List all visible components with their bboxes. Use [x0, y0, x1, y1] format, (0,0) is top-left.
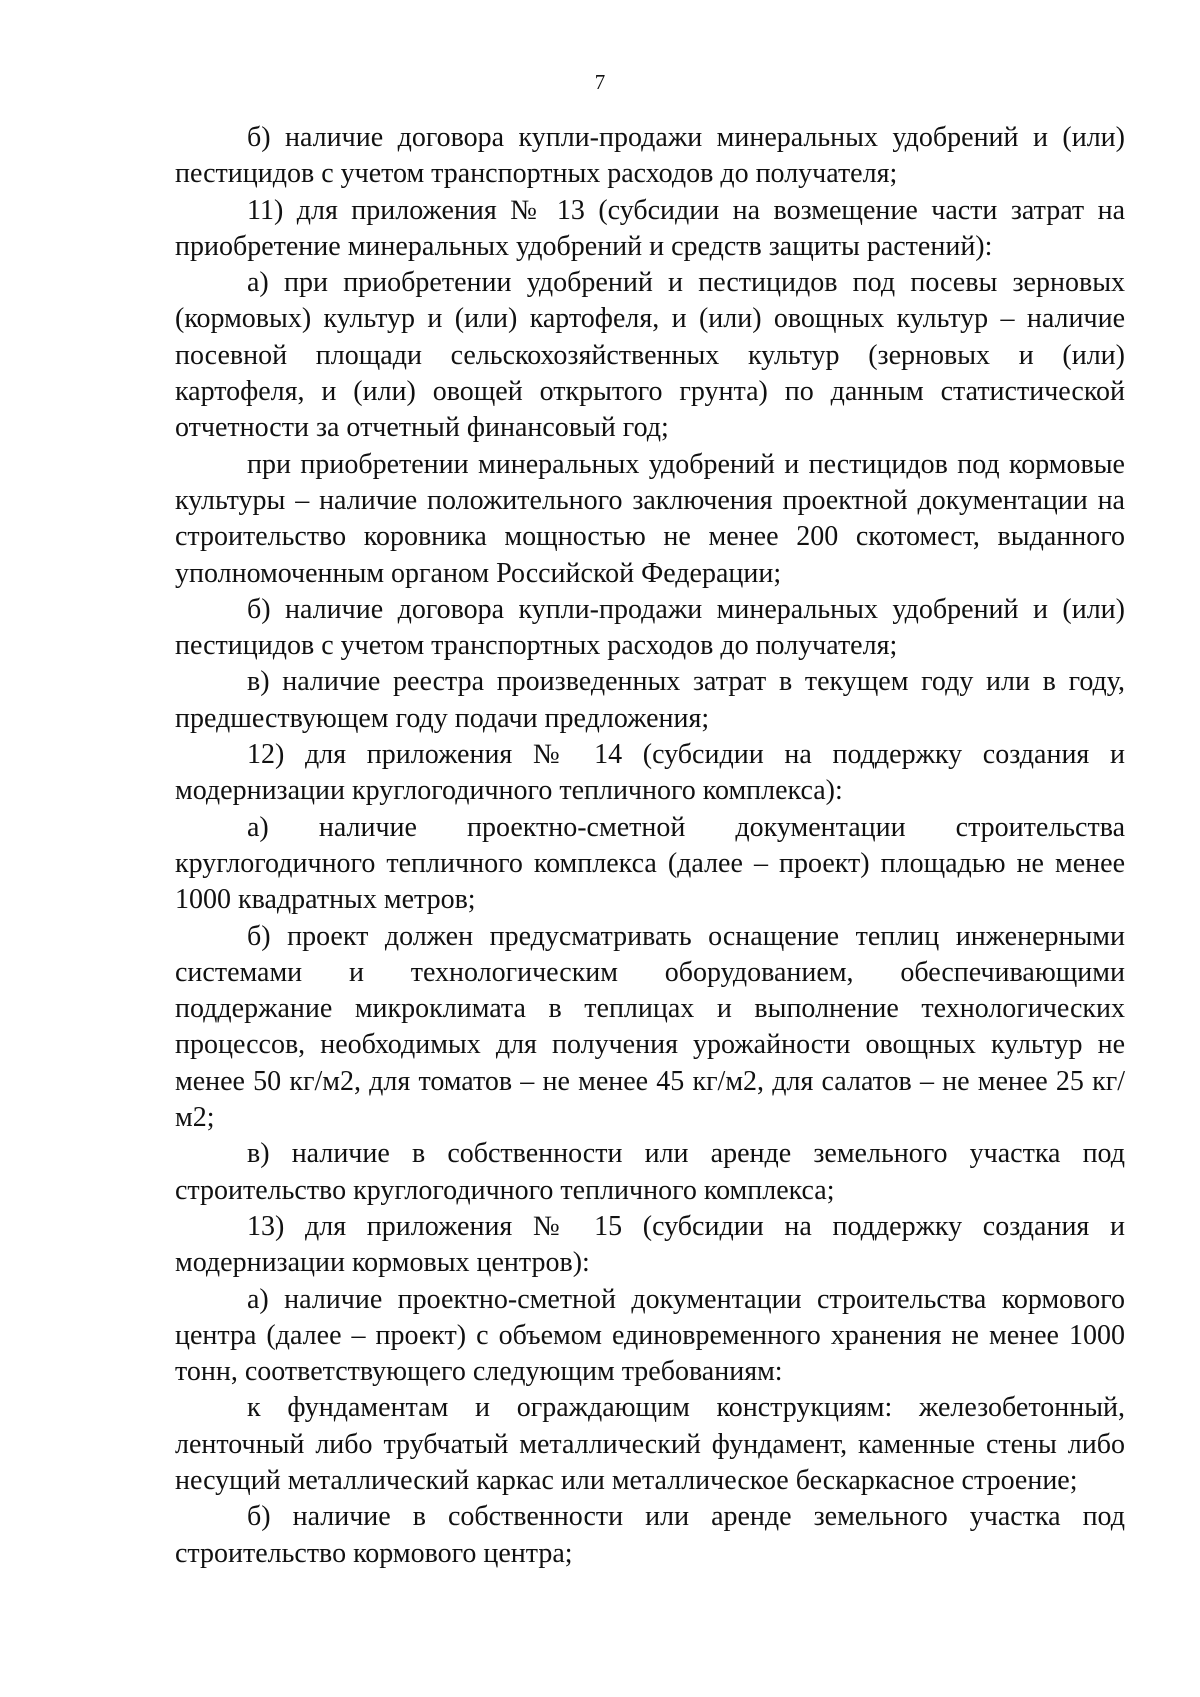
paragraph-6: в) наличие реестра произведенных затрат в текущем году или в году, предшествующем году подачи предложения;	[175, 666, 1125, 734]
document-body	[175, 120, 1125, 1572]
paragraph-2: 11) для приложения № 13 (субсидии на возмещение части затрат на приобретение минеральных удобрений и средств защиты растений):	[175, 194, 1125, 262]
paragraph-9: б) проект должен предусматривать оснащение теплиц инженерными системами и технологическим оборудованием, обеспечивающими поддержание микроклимата в теплицах и выполнение технологических процессов, необходимых для получения урожайности овощных культур не менее 50 кг/м2, для томатов – не менее 45 кг/м2, для салатов – не менее 25 кг/м2;	[175, 920, 1125, 1134]
page-number: 7	[594, 70, 606, 94]
paragraph-13: к фундаментам и ограждающим конструкциям: железобетонный, ленточный либо трубчатый металлический фундамент, каменные стены либо несущий металлический каркас или металлическое бескаркасное строение;	[175, 1392, 1125, 1496]
paragraph-7: 12) для приложения № 14 (субсидии на поддержку создания и модернизации круглогодичного тепличного комплекса):	[175, 739, 1125, 807]
paragraph-1: б) наличие договора купли-продажи минеральных удобрений и (или) пестицидов с учетом транспортных расходов до получателя;	[175, 122, 1125, 190]
paragraph-10: в) наличие в собственности или аренде земельного участка под строительство круглогодичного тепличного комплекса;	[175, 1138, 1125, 1206]
paragraph-11: 13) для приложения № 15 (субсидии на поддержку создания и модернизации кормовых центров):	[175, 1210, 1125, 1279]
paragraph-8: а) наличие проектно-сметной документации строительства круглогодичного тепличного комплекса (далее – проект) площадью не менее 1000 квадратных метров;	[175, 811, 1125, 916]
paragraph-5: б) наличие договора купли-продажи минеральных удобрений и (или) пестицидов с учетом транспортных расходов до получателя;	[175, 593, 1125, 662]
paragraph-12: а) наличие проектно-сметной документации строительства кормового центра (далее – проект) с объемом единовременного хранения не менее 1000 тонн, соответствующего следующим требованиям:	[175, 1283, 1125, 1388]
paragraph-14: б) наличие в собственности или аренде земельного участка под строительство кормового центра;	[175, 1501, 1125, 1569]
paragraph-4: при приобретении минеральных удобрений и пестицидов под кормовые культуры – наличие положительного заключения проектной документации на строительство коровника мощностью не менее 200 скотомест, выданного уполномоченным органом Российской Федерации;	[175, 448, 1125, 589]
paragraph-3: а) при приобретении удобрений и пестицидов под посевы зерновых (кормовых) культур и (или) картофеля, и (или) овощных культур – наличие посевной площади сельскохозяйственных культур (зерновых и (или) картофеля, и (или) овощей открытого грунта) по данным статистической отчетности за отчетный финансовый год;	[175, 267, 1125, 444]
